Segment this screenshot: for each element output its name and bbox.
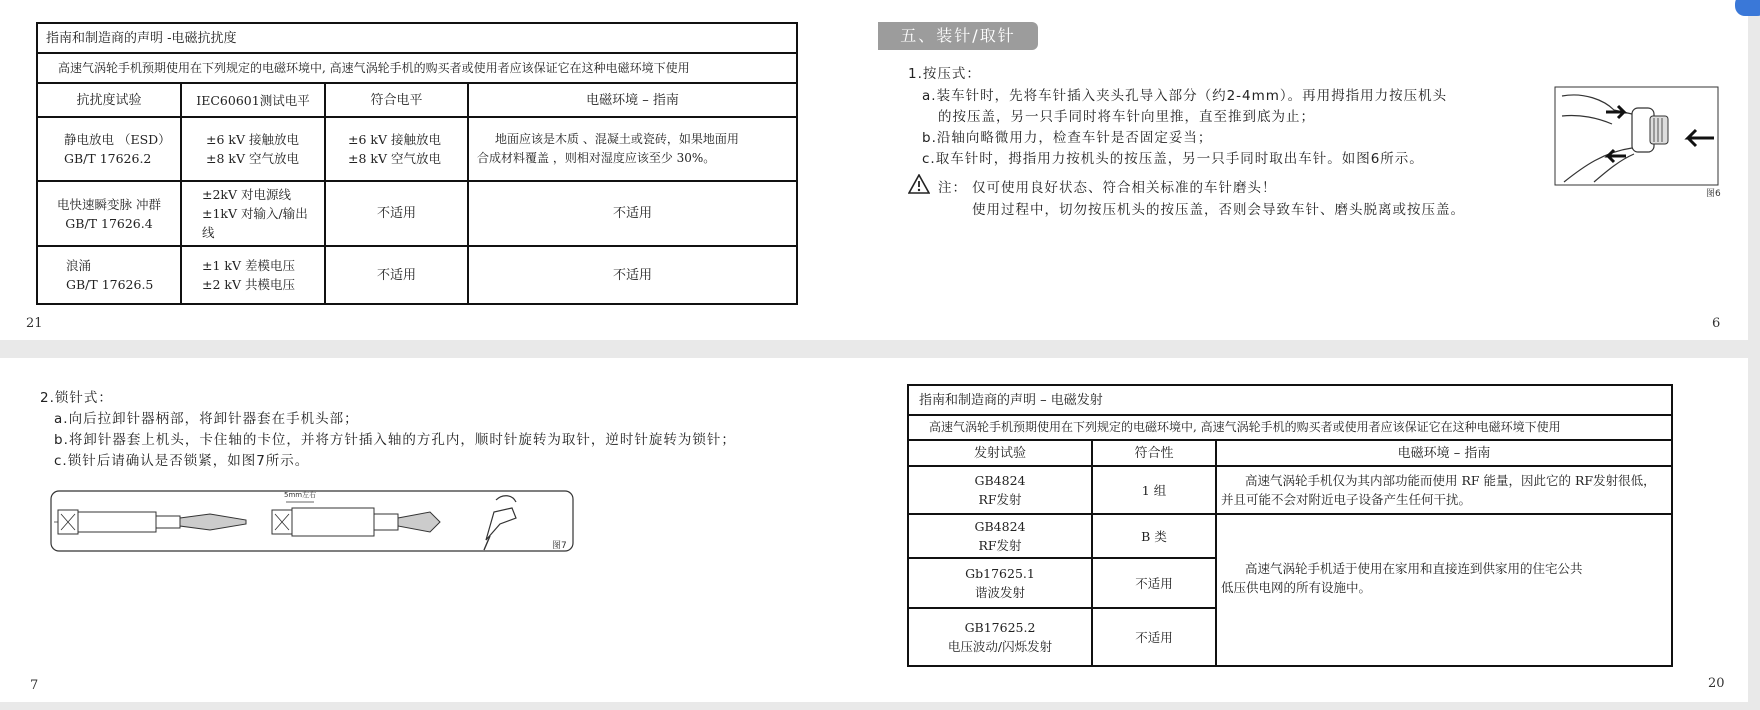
cell-text: ±1 kV 差模电压 xyxy=(202,258,295,273)
table-row xyxy=(37,117,797,181)
cell-text: 不适用 xyxy=(1092,608,1216,666)
lock-step-b: b.将卸针器套上机头，卡住轴的卡位，并将方针插入轴的方孔内，顺时针旋转为取针，逆时针旋转为锁针； xyxy=(54,432,736,448)
cell-text: 谐波发射 xyxy=(974,585,1025,600)
table-row xyxy=(37,181,797,246)
instruction-c: c.取车针时，拇指用力按机头的按压盖，另一只手同时取出车针。如图6所示。 xyxy=(922,151,1424,167)
cell-text: B 类 xyxy=(1092,514,1216,558)
cell-text: 不适用 xyxy=(325,181,468,246)
cell-text: ±8 kV 空气放电 xyxy=(206,151,299,166)
cell-text: RF发射 xyxy=(978,492,1022,507)
cell-text: GB4824 xyxy=(974,519,1026,534)
cell-text: 电压波动/闪烁发射 xyxy=(947,639,1053,654)
cell-text: ±1kV 对输入/输出线 xyxy=(202,206,308,240)
spread-top xyxy=(0,0,1748,340)
cell-text: 不适用 xyxy=(1092,558,1216,608)
cell-text: 高速气涡轮手机适于使用在家用和直接连到供家用的住宅公共 xyxy=(1245,561,1583,576)
header-guidance: 电磁环境 – 指南 xyxy=(468,83,797,117)
lock-step-c: c.锁针后请确认是否锁紧，如图7所示。 xyxy=(54,453,310,469)
note-label: 注： xyxy=(938,180,967,196)
cell-text: 浪涌 xyxy=(66,258,92,273)
table-row xyxy=(908,514,1672,558)
corner-badge-icon[interactable] xyxy=(1735,0,1760,16)
page-number-6: 6 xyxy=(1712,316,1721,331)
note-line-1: 仅可使用良好状态、符合相关标准的车针磨头！ xyxy=(972,180,1277,196)
cell-text: 合成材料覆盖 ，则相对湿度应该至少 30%。 xyxy=(477,151,716,165)
note-line-2: 使用过程中，切勿按压机头的按压盖，否则会导致车针、磨头脱离或按压盖。 xyxy=(972,202,1465,218)
cell-text: 地面应该是木质 、混凝土或瓷砖，如果地面用 xyxy=(495,132,739,146)
spread-bottom xyxy=(0,358,1748,702)
instruction-a: a.装车针时，先将车针插入夹头孔导入部分（约2-4mm）。再用拇指用力按压机头 xyxy=(922,88,1448,104)
cell-text: ±6 kV 接触放电 xyxy=(206,132,299,147)
cell-text: 不适用 xyxy=(325,246,468,304)
figure-6-label: 图6 xyxy=(1706,189,1721,199)
instruction-b: b.沿轴向略微用力，检查车针是否固定妥当； xyxy=(922,130,1213,146)
cell-text: ±2kV 对电源线 xyxy=(202,187,292,202)
cell-text: 1 组 xyxy=(1092,466,1216,514)
section-title-press: 1.按压式： xyxy=(908,66,981,82)
cell-text: 不适用 xyxy=(468,246,797,304)
cell-text: ±6 kV 接触放电 xyxy=(348,132,441,147)
cell-text: 高速气涡轮手机仅为其内部功能而使用 RF 能量，因此它的 RF发射很低， xyxy=(1245,473,1656,488)
header-iec-level: IEC60601测试电平 xyxy=(181,83,325,117)
header-compliance: 符合性 xyxy=(1092,440,1216,466)
cell-text: GB/T 17626.4 xyxy=(65,215,153,231)
immunity-table xyxy=(36,22,798,305)
section-title-lock: 2.锁针式： xyxy=(40,390,113,406)
cell-text: 低压供电网的所有设施中。 xyxy=(1221,580,1372,595)
instruction-a-cont: 的按压盖，另一只手同时将车针向里推，直至推到底为止； xyxy=(938,109,1315,125)
cell-text: ±8 kV 空气放电 xyxy=(348,151,441,166)
section-heading: 五、装针/取针 xyxy=(878,22,1038,50)
figure-7-dimension: 5mm左右 xyxy=(284,491,317,499)
header-immunity-test: 抗扰度试验 xyxy=(37,83,181,117)
cell-text: 不适用 xyxy=(468,181,797,246)
immunity-table-intro: 高速气涡轮手机预期使用在下列规定的电磁环境中, 高速气涡轮手机的购买者或使用者应该保证它在这种电磁环境下使用 xyxy=(37,53,797,83)
emission-table xyxy=(907,384,1673,667)
cell-text: GB17625.2 xyxy=(964,620,1036,635)
cell-text: 并且可能不会对附近电子设备产生任何干扰。 xyxy=(1221,492,1472,507)
header-compliance-level: 符合电平 xyxy=(325,83,468,117)
table-row xyxy=(908,466,1672,514)
immunity-table-title: 指南和制造商的声明 -电磁抗扰度 xyxy=(37,23,797,53)
header-emission-test: 发射试验 xyxy=(908,440,1092,466)
emission-table-intro: 高速气涡轮手机预期使用在下列规定的电磁环境中, 高速气涡轮手机的购买者或使用者应该保证它在这种电磁环境下使用 xyxy=(908,415,1672,440)
cell-text: Gb17625.1 xyxy=(965,566,1035,581)
page-number-20: 20 xyxy=(1708,676,1725,691)
emission-table-title: 指南和制造商的声明 – 电磁发射 xyxy=(908,385,1672,415)
page-number-7: 7 xyxy=(30,678,39,693)
cell-text: RF发射 xyxy=(978,538,1022,553)
cell-text: GB4824 xyxy=(974,473,1026,488)
page-number-21: 21 xyxy=(26,316,43,331)
cell-text: 静电放电 （ESD） xyxy=(64,132,171,147)
figure-7-label: 图7 xyxy=(552,541,567,551)
cell-text: GB/T 17626.5 xyxy=(66,277,154,292)
cell-text: ±2 kV 共模电压 xyxy=(202,277,295,292)
header-guidance: 电磁环境 – 指南 xyxy=(1216,440,1672,466)
table-row xyxy=(37,246,797,304)
lock-step-a: a.向后拉卸针器柄部，将卸针器套在手机头部； xyxy=(54,411,359,427)
figure-6-illustration xyxy=(1554,86,1720,188)
cell-text: 电快速瞬变脉 冲群 xyxy=(57,196,161,212)
cell-text: GB/T 17626.2 xyxy=(64,151,152,166)
warning-icon xyxy=(908,174,930,194)
